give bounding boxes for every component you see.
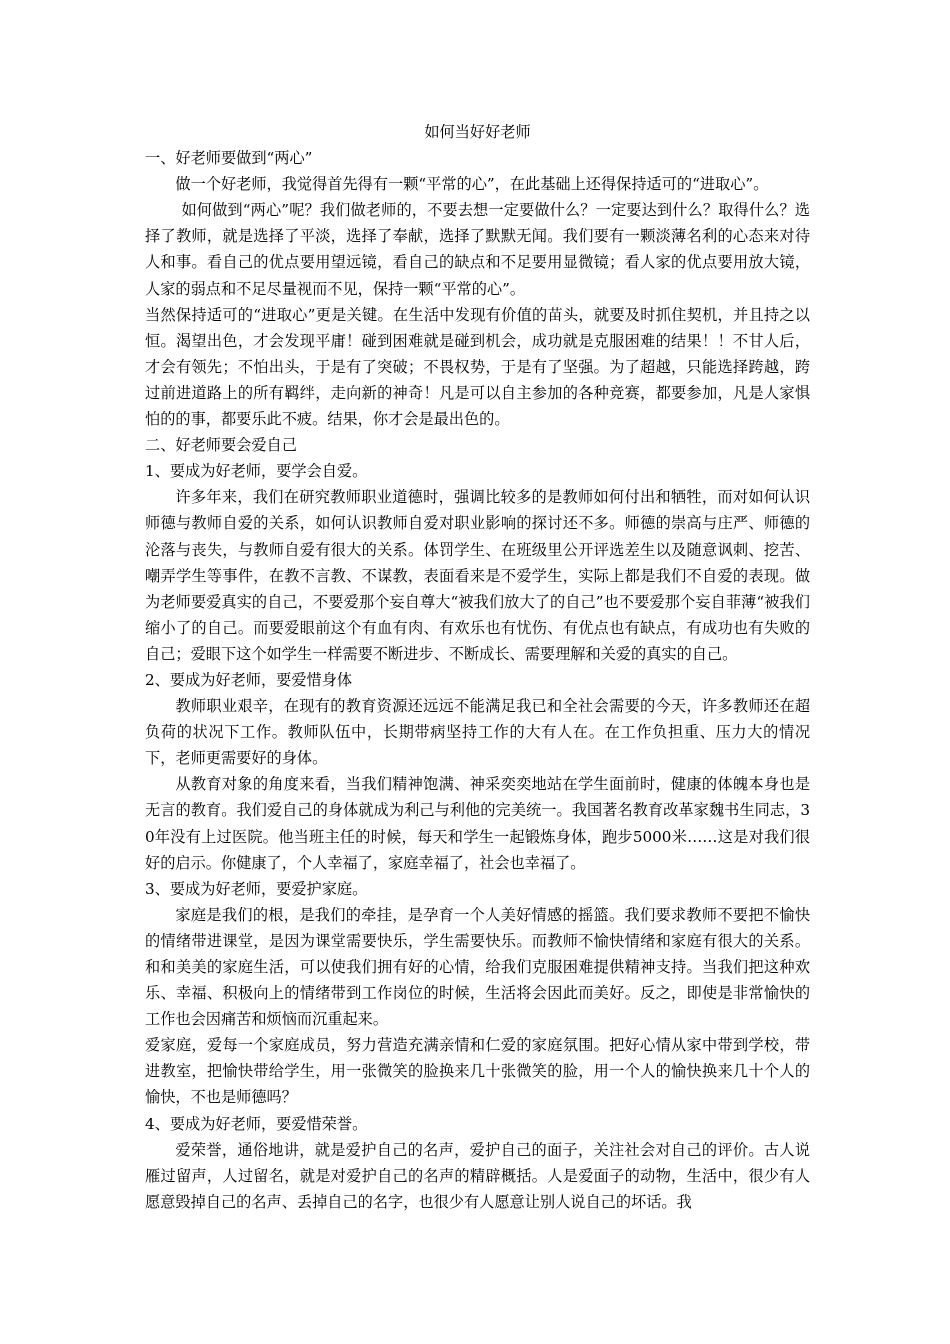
subsection-heading-3: 3、要成为好老师，要爱护家庭。	[145, 879, 368, 898]
paragraph: 许多年来，我们在研究教师职业道德时，强调比较多的是教师如何付出和牺牲，而对如何认识师德与教师自爱的关系，如何认识教师自爱对职业影响的探讨还不多。师德的崇高与庄严、师德的沦落与丧失，与教师自爱有很大的关系。体罚学生、在班级里公开评选差生以及随意讽刺、挖苦、嘲弄学生等事件，在教不言教、不谋教，表面看来是不爱学生，实际上都是我们不自爱的表现。做为老师要爱真实的自己，不要爱那个妄自尊大“被我们放大了的自己”也不要爱那个妄自菲薄“被我们缩小了的自己。而要爱眼前这个有血有肉、有欢乐也有忧伤、有优点也有缺点，有成功也有失败的自己；爱眼下这个如学生一样需要不断进步、不断成长、需要理解和关爱的真实的自己。	[145, 488, 810, 663]
document-body	[145, 119, 810, 1215]
paragraph: 爱家庭，爱每一个家庭成员，努力营造充满亲情和仁爱的家庭氛围。把好心情从家中带到学校，带进教室，把愉快带给学生，用一张微笑的脸换来几十张微笑的脸，用一个人的愉快换来几十个人的愉快，不也是师德吗？	[145, 1036, 810, 1107]
section-heading-2: 二、好老师要会爱自己	[145, 436, 297, 455]
document-title: 如何当好好老师	[424, 123, 531, 141]
subsection-heading-4: 4、要成为好老师，要爱惜荣誉。	[145, 1114, 368, 1133]
paragraph: 家庭是我们的根，是我们的牵挂，是孕育一个人美好情感的摇篮。我们要求教师不要把不愉快的情绪带进课堂，是因为课堂需要快乐，学生需要快乐。而教师不愉快情绪和家庭有很大的关系。和和美美的家庭生活，可以使我们拥有好的心情，给我们克服困难提供精神支持。当我们把这种欢乐、幸福、积极向上的情绪带到工作岗位的时候，生活将会因此而美好。反之，即使是非常愉快的工作也会因痛苦和烦恼而沉重起来。	[145, 905, 810, 1029]
paragraph: 做一个好老师，我觉得首先得有一颗“平常的心”，在此基础上还得保持适可的“进取心”。	[175, 175, 769, 194]
paragraph: 如何做到“两心”呢？我们做老师的，不要去想一定要做什么？一定要达到什么？取得什么？选择了教师，就是选择了平淡，选择了奉献，选择了默默无闻。我们要有一颗淡薄名利的心态来对待人和事。看自己的优点要用望远镜，看自己的缺点和不足要用显微镜；看人家的优点要用放大镜，人家的弱点和不足尽量视而不见，保持一颗“平常的心”。	[145, 201, 810, 298]
paragraph: 爱荣誉，通俗地讲，就是爱护自己的名声，爱护自己的面子，关注社会对自己的评价。古人说雁过留声，人过留名，就是对爱护自己的名声的精辟概括。人是爱面子的动物，生活中，很少有人愿意毁掉自己的名声、丢掉自己的名字，也很少有人愿意让别人说自己的坏话。我	[145, 1140, 810, 1211]
paragraph: 从教育对象的角度来看，当我们精神饱满、神采奕奕地站在学生面前时，健康的体魄本身也是无言的教育。我们爱自己的身体就成为利己与利他的完美统一。我国著名教育改革家魏书生同志，30年没有上过医院。他当班主任的时候，每天和学生一起锻炼身体，跑步5000米……这是对我们很好的启示。你健康了，个人幸福了，家庭幸福了，社会也幸福了。	[145, 775, 810, 872]
section-heading-1: 一、好老师要做到“两心”	[145, 149, 313, 168]
subsection-heading-1: 1、要成为好老师，要学会自爱。	[145, 462, 368, 481]
paragraph: 当然保持适可的“进取心”更是关键。在生活中发现有价值的苗头，就要及时抓住契机，并且持之以恒。渴望出色，才会发现平庸！碰到困难就是碰到机会，成功就是克服困难的结果！！不甘人后，才会有领先；不怕出头，于是有了突破；不畏权势，于是有了坚强。为了超越，只能选择跨越，跨过前进道路上的所有羁绊，走向新的神奇！凡是可以自主参加的各种竞赛，都要参加，凡是人家惧怕的的事，都要乐此不疲。结果，你才会是最出色的。	[145, 305, 810, 429]
paragraph: 教师职业艰辛，在现有的教育资源还远远不能满足我已和全社会需要的今天，许多教师还在超负荷的状况下工作。教师队伍中，长期带病坚持工作的大有人在。在工作负担重、压力大的情况下，老师更需要好的身体。	[145, 697, 810, 768]
subsection-heading-2: 2、要成为好老师，要爱惜身体	[145, 670, 353, 689]
